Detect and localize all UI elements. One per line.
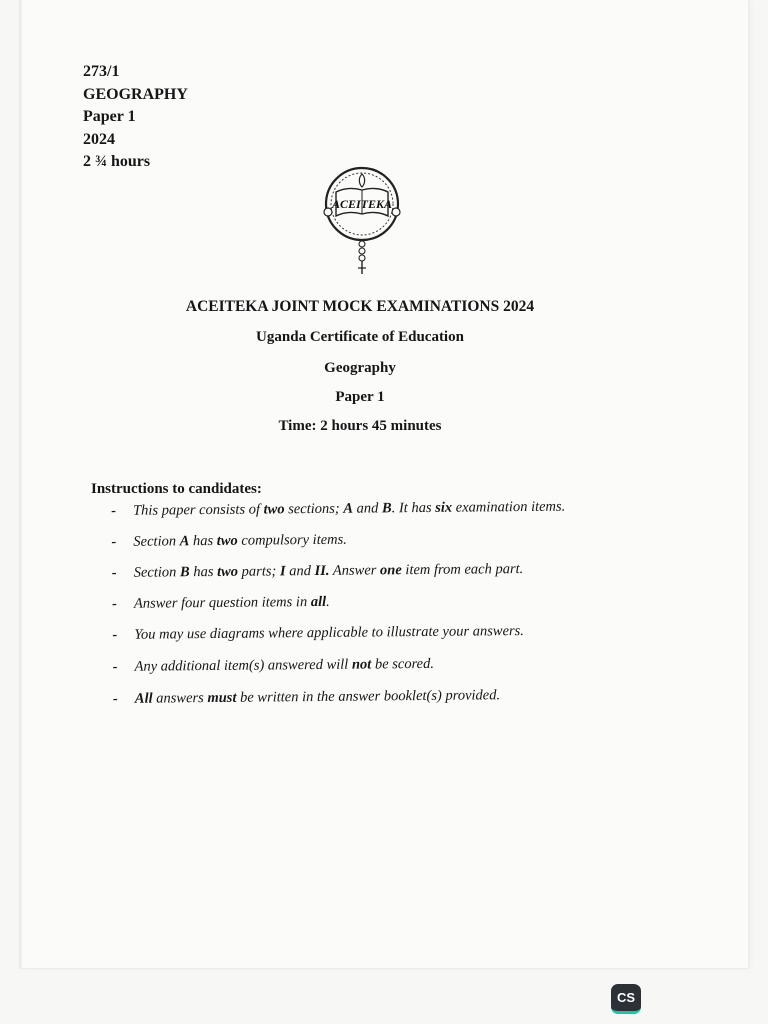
bullet-dash: -: [111, 533, 117, 550]
instruction-text: has: [189, 563, 218, 581]
instruction-item: [109, 621, 599, 644]
bullet-dash: -: [111, 595, 117, 612]
paper-duration: 2 ¾ hours: [83, 153, 151, 170]
instruction-emphasis: I: [279, 563, 286, 580]
bullet-dash: -: [112, 690, 118, 707]
instruction-text: .: [326, 593, 330, 610]
instruction-emphasis: six: [435, 499, 453, 516]
certificate-title: Uganda Certificate of Education: [256, 329, 464, 345]
instruction-text: examination items.: [452, 498, 566, 516]
instruction-text: has: [189, 532, 217, 550]
instruction-text: This paper consists of: [133, 501, 264, 519]
instruction-text: Answer: [329, 562, 381, 579]
instruction-item: [108, 497, 598, 520]
paper-header: [83, 61, 188, 174]
instruction-emphasis: II.: [314, 562, 330, 580]
instruction-emphasis: two: [216, 563, 239, 580]
instruction-emphasis: A: [343, 500, 354, 517]
instruction-text: answers: [152, 690, 208, 707]
camscanner-badge: [611, 984, 641, 1014]
scan-edge-shadow: [20, 0, 23, 968]
instruction-text: compulsory items.: [237, 531, 347, 549]
instruction-item: [109, 653, 599, 676]
instruction-text: Any additional item(s) answered will: [134, 656, 353, 675]
instruction-emphasis: one: [379, 562, 402, 579]
instruction-text: Section: [133, 564, 181, 581]
instruction-item: [109, 590, 599, 613]
bullet-dash: -: [112, 626, 118, 643]
instruction-text: be scored.: [371, 655, 435, 673]
instruction-emphasis: B: [179, 564, 190, 581]
paper-year: 2024: [83, 130, 115, 148]
instructions-heading: Instructions to candidates:: [91, 481, 262, 497]
instruction-emphasis: two: [216, 532, 238, 549]
time-allowed: Time: 2 hours 45 minutes: [278, 418, 442, 434]
instruction-emphasis: All: [134, 690, 153, 707]
instruction-text: and: [352, 500, 383, 517]
instruction-emphasis: not: [351, 656, 372, 673]
instructions-list: [108, 497, 600, 708]
instruction-text: . It has: [391, 499, 436, 517]
instruction-emphasis: two: [263, 501, 285, 518]
subject-title: Geography: [324, 360, 396, 376]
camscanner-badge-text: CS: [616, 990, 636, 1005]
paper-title: Paper 1: [335, 389, 385, 405]
aceiteka-logo: [318, 164, 406, 276]
bullet-dash: -: [111, 564, 117, 581]
instruction-emphasis: must: [207, 689, 237, 707]
instruction-item: [109, 559, 599, 582]
instruction-text: be written in the answer booklet(s) provided.: [236, 687, 501, 706]
paper-code: 273/1: [83, 63, 120, 80]
instruction-text: You may use diagrams where applicable to illustrate your answers.: [134, 623, 524, 643]
instruction-text: parts;: [237, 563, 281, 580]
instruction-text: Answer four question items in: [133, 594, 311, 612]
instruction-text: and: [285, 563, 315, 580]
exam-title: ACEITEKA JOINT MOCK EXAMINATIONS 2024: [185, 298, 535, 315]
instruction-item: [108, 528, 598, 551]
paper-number: Paper 1: [83, 108, 136, 125]
instruction-emphasis: all: [310, 593, 327, 611]
instruction-text: sections;: [284, 500, 344, 518]
bullet-dash: -: [112, 658, 118, 675]
instruction-emphasis: B: [381, 500, 392, 517]
instruction-text: Section: [133, 533, 180, 550]
logo-text: ACEITEKA: [331, 197, 393, 211]
instruction-text: item from each part.: [401, 561, 524, 579]
instruction-emphasis: A: [179, 533, 190, 550]
paper-subject: GEOGRAPHY: [83, 85, 188, 103]
bullet-dash: -: [111, 502, 117, 519]
